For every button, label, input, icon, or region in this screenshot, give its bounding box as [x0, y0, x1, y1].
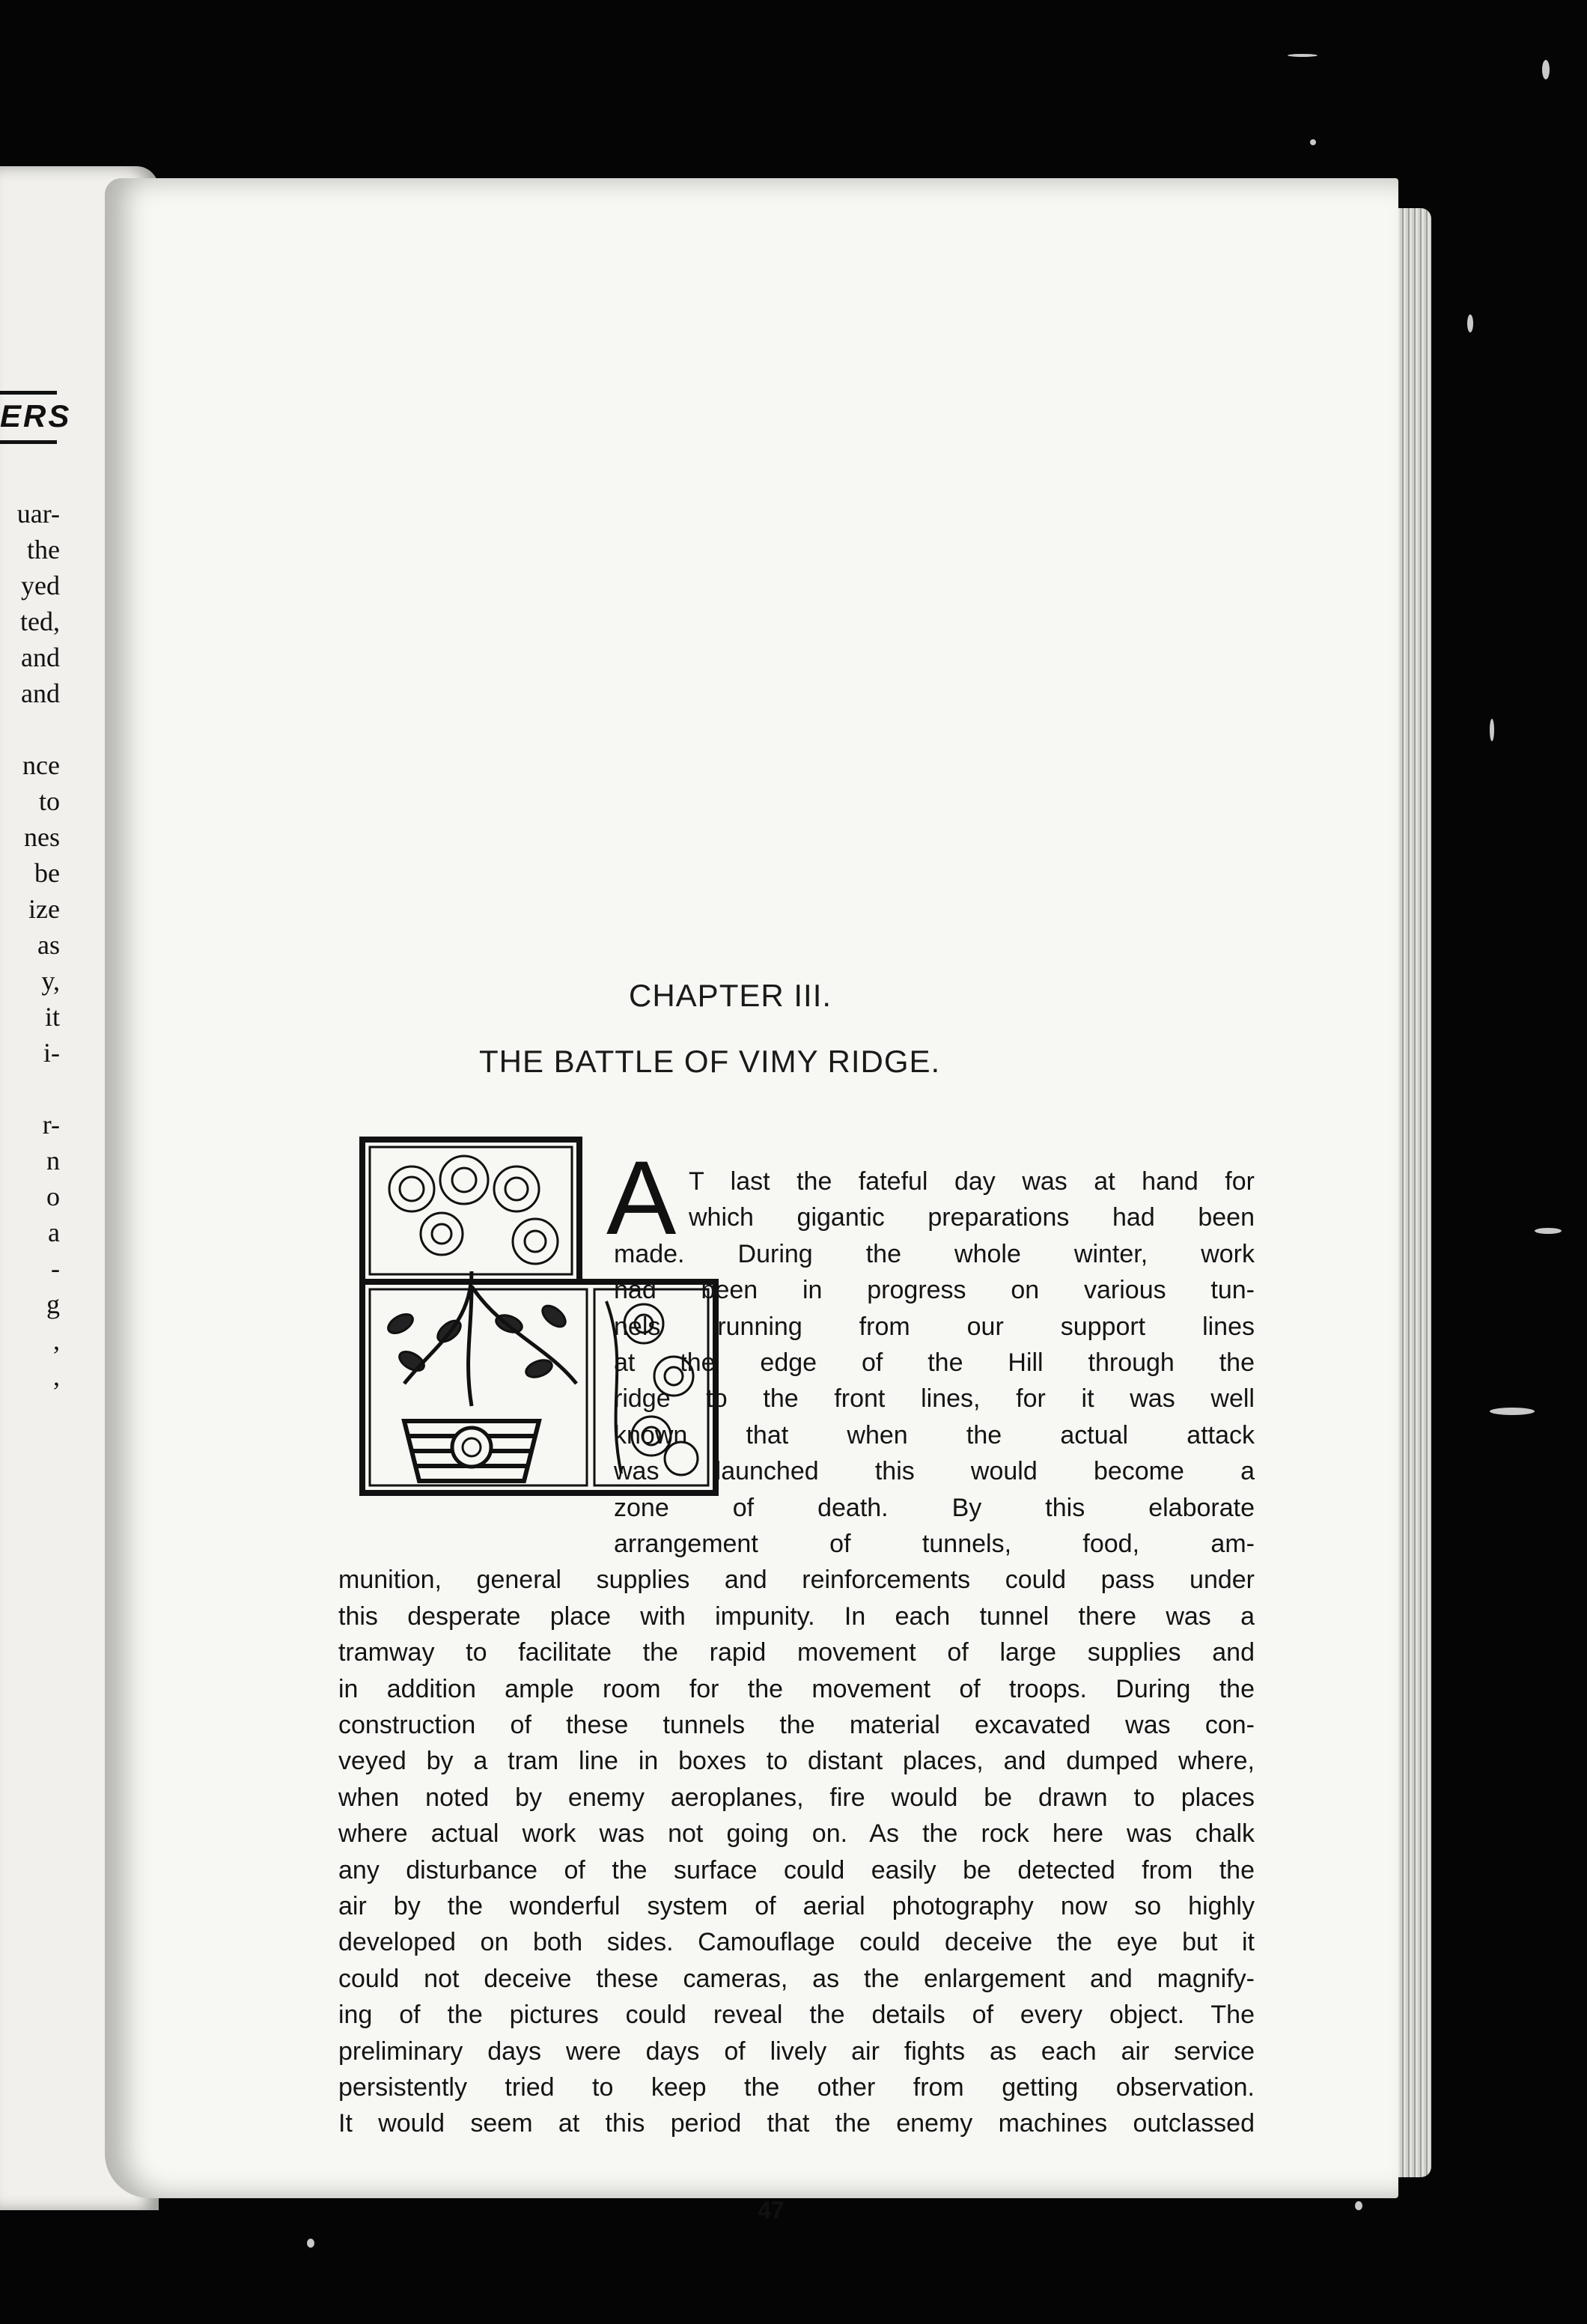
left-text-line: ,: [53, 1361, 60, 1391]
left-text-line: to: [38, 786, 60, 816]
left-text-line: [0, 711, 60, 747]
left-running-header: ERS: [0, 398, 72, 434]
left-text-line: and: [21, 642, 60, 672]
right-page: [105, 178, 1398, 2224]
text-line: known that when the actual attack: [614, 1420, 1255, 1450]
text-line: had been in progress on various tun-: [614, 1276, 1255, 1305]
text-line: ridge to the front lines, for it was well: [614, 1384, 1255, 1414]
left-text-line: ,: [53, 1325, 60, 1355]
text-line: munition, general supplies and reinforcements could pass under: [338, 1566, 1255, 1595]
left-text-line: ize: [28, 894, 60, 924]
dust-speck: [1542, 60, 1550, 79]
text-line: which gigantic preparations had been: [689, 1203, 1255, 1232]
header-rule-bottom: [0, 440, 57, 444]
text-line: any disturbance of the surface could easily be detected from the: [338, 1855, 1255, 1885]
left-text-line: [0, 1071, 60, 1107]
left-text-line: y,: [41, 966, 60, 996]
text-line: was launched this would become a: [614, 1457, 1255, 1486]
chapter-title: CHAPTER III.: [629, 978, 832, 1013]
left-text-line: and: [21, 678, 60, 708]
text-line: at the edge of the Hill through the: [614, 1348, 1255, 1377]
text-line: zone of death. By this elaborate: [614, 1493, 1255, 1522]
dust-speck: [1535, 1228, 1562, 1234]
text-line: this desperate place with impunity. In each tunnel there was a: [338, 1601, 1255, 1631]
text-line: nels running from our support lines: [614, 1312, 1255, 1341]
left-text-line: a: [48, 1217, 60, 1247]
text-line: veyed by a tram line in boxes to distant places, and dumped where,: [338, 1747, 1255, 1776]
text-line: arrangement of tunnels, food, am-: [614, 1530, 1255, 1558]
left-text-line: r-: [42, 1110, 60, 1140]
text-line: ing of the pictures could reveal the details of every object. The: [338, 2001, 1255, 2030]
dust-speck: [1310, 139, 1316, 145]
left-text-line: it: [44, 1002, 60, 1032]
left-text-line: the: [27, 535, 60, 565]
text-line: could not deceive these cameras, as the enlargement and magnify-: [338, 1964, 1255, 1993]
text-line: where actual work was not going on. As the rock here was chalk: [338, 1819, 1255, 1849]
text-line: tramway to facilitate the rapid movement of large supplies and: [338, 1638, 1255, 1667]
dust-speck: [1490, 719, 1494, 741]
text-line: when noted by enemy aeroplanes, fire would be drawn to places: [338, 1783, 1255, 1812]
chapter-subtitle: THE BATTLE OF VIMY RIDGE.: [479, 1044, 941, 1079]
left-page-text: [0, 496, 60, 1394]
header-rule-top: [0, 391, 57, 395]
dust-speck: [1490, 1408, 1535, 1415]
text-line: construction of these tunnels the material excavated was con-: [338, 1711, 1255, 1739]
left-text-line: g: [46, 1289, 60, 1319]
left-text-line: uar-: [16, 499, 60, 529]
text-line: made. During the whole winter, work: [614, 1239, 1255, 1268]
text-line: preliminary days were days of lively air fights as each air service: [338, 2036, 1255, 2066]
text-line: developed on both sides. Camouflage could deceive the eye but it: [338, 1928, 1255, 1957]
dust-speck: [1288, 54, 1318, 57]
left-text-line: as: [37, 930, 60, 960]
left-text-line: nes: [24, 822, 60, 852]
left-text-line: yed: [21, 571, 60, 600]
left-text-line: ted,: [20, 606, 60, 636]
left-text-line: i-: [43, 1038, 60, 1068]
left-text-line: n: [46, 1146, 60, 1175]
text-line: persistently tried to keep the other from getting observation.: [338, 2073, 1255, 2102]
dust-speck: [307, 2239, 314, 2248]
text-line: in addition ample room for the movement of troops. During the: [338, 1674, 1255, 1703]
text-line: T last the fateful day was at hand for: [689, 1167, 1255, 1196]
left-text-line: -: [51, 1253, 60, 1283]
left-text-line: be: [34, 858, 60, 888]
dust-speck: [1355, 2201, 1362, 2210]
drop-cap: A: [606, 1139, 677, 1256]
page-number: 47: [758, 2197, 785, 2224]
dust-speck: [1467, 314, 1473, 332]
text-line: It would seem at this period that the enemy machines outclassed: [338, 2109, 1255, 2138]
left-text-line: nce: [22, 750, 60, 780]
text-line: air by the wonderful system of aerial photography now so highly: [338, 1892, 1255, 1920]
left-text-line: o: [46, 1181, 60, 1211]
